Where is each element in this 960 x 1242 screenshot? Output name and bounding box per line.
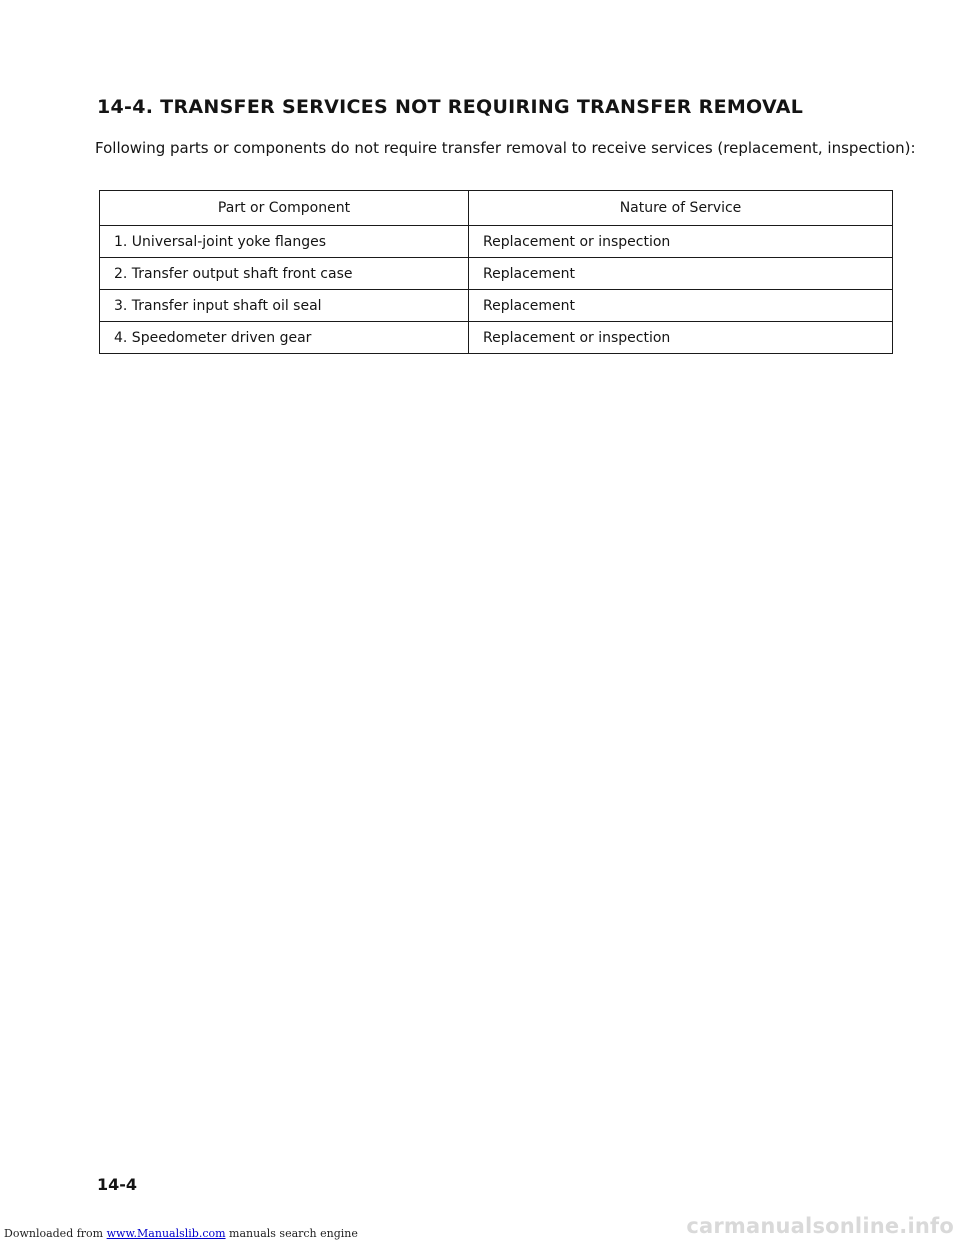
cell-part: 1. Universal-joint yoke flanges: [100, 226, 469, 258]
cell-part: 4. Speedometer driven gear: [100, 322, 469, 354]
table-row: [100, 226, 893, 258]
footer-prefix: Downloaded from: [4, 1227, 107, 1240]
cell-nature: Replacement or inspection: [469, 226, 893, 258]
header-part: Part or Component: [100, 191, 469, 226]
service-table: [99, 190, 893, 354]
table-row: [100, 290, 893, 322]
footer-suffix: manuals search engine: [225, 1227, 358, 1240]
table-row: [100, 322, 893, 354]
manualslib-link[interactable]: www.Manualslib.com: [106, 1227, 226, 1240]
table-header-row: [100, 191, 893, 226]
header-nature: Nature of Service: [469, 191, 893, 226]
cell-part: 3. Transfer input shaft oil seal: [100, 290, 469, 322]
intro-text: Following parts or components do not require transfer removal to receive services (replacement, inspection):: [95, 139, 916, 157]
watermark: carmanualsonline.info: [686, 1214, 954, 1238]
download-footer: [4, 1227, 358, 1240]
cell-part: 2. Transfer output shaft front case: [100, 258, 469, 290]
section-title: 14-4. TRANSFER SERVICES NOT REQUIRING TRANSFER REMOVAL: [97, 96, 804, 118]
cell-nature: Replacement or inspection: [469, 322, 893, 354]
page-number: 14-4: [97, 1175, 138, 1194]
cell-nature: Replacement: [469, 290, 893, 322]
cell-nature: Replacement: [469, 258, 893, 290]
table-row: [100, 258, 893, 290]
